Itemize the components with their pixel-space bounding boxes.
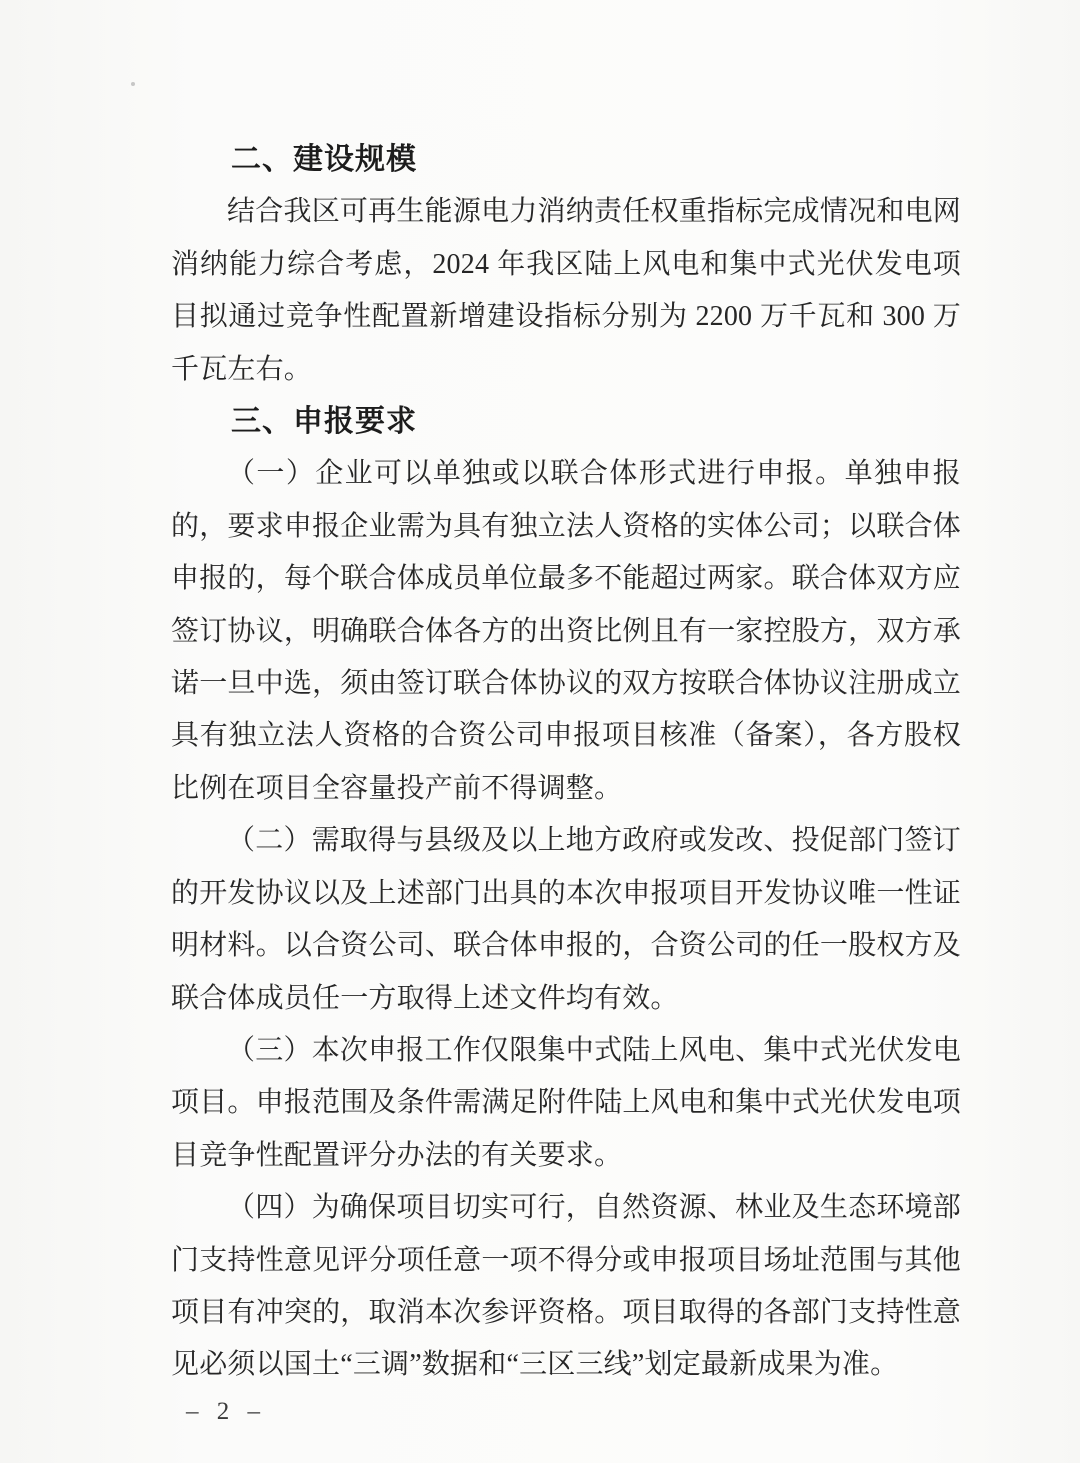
document-body — [171, 134, 961, 1392]
paragraph-requirement-1: （一）企业可以单独或以联合体形式进行申报。单独申报的，要求申报企业需为具有独立法人资格的实体公司；以联合体申报的，每个联合体成员单位最多不能超过两家。联合体双方应签订协议，明确联合体各方的出资比例且有一家控股方，双方承诺一旦中选，须由签订联合体协议的双方按联合体协议注册成立具有独立法人资格的合资公司申报项目核准（备案），各方股权比例在项目全容量投产前不得调整。 — [171, 458, 961, 804]
paragraph-construction-scale: 结合我区可再生能源电力消纳责任权重指标完成情况和电网消纳能力综合考虑，2024 年我区陆上风电和集中式光伏发电项目拟通过竞争性配置新增建设指标分别为 2200 万千瓦和 300 万千瓦左右。 — [171, 196, 961, 385]
paragraph-requirement-3: （三）本次申报工作仅限集中式陆上风电、集中式光伏发电项目。申报范围及条件需满足附件陆上风电和集中式光伏发电项目竞争性配置评分办法的有关要求。 — [171, 1034, 961, 1171]
paragraph-requirement-2: （二）需取得与县级及以上地方政府或发改、投促部门签订的开发协议以及上述部门出具的本次申报项目开发协议唯一性证明材料。以合资公司、联合体申报的，合资公司的任一股权方及联合体成员任一方取得上述文件均有效。 — [171, 825, 961, 1014]
section-heading-construction-scale: 二、建设规模 — [231, 143, 417, 176]
section-heading-application-requirements: 三、申报要求 — [231, 405, 417, 439]
scan-speck — [131, 82, 135, 86]
paragraph-requirement-4: （四）为确保项目切实可行，自然资源、林业及生态环境部门支持性意见评分项任意一项不得分或申报项目场址范围与其他项目有冲突的，取消本次参评资格。项目取得的各部门支持性意见必须以国土“三调”数据和“三区三线”划定最新成果为准。 — [171, 1192, 961, 1381]
page-number: – 2 – — [186, 1398, 266, 1425]
